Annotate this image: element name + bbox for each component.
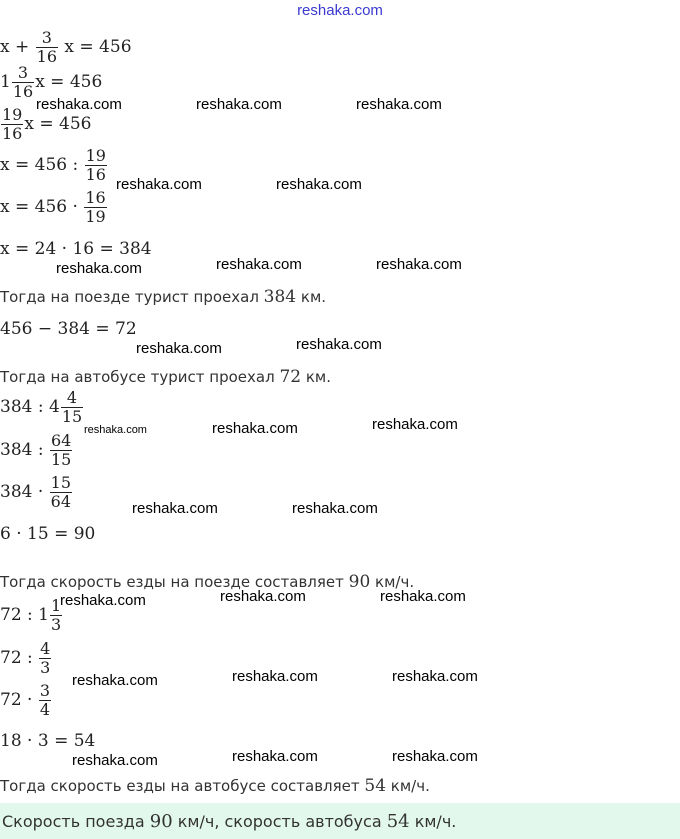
equation-part: x = 456 — [64, 37, 132, 57]
watermark: reshaka.com — [376, 256, 462, 273]
denominator: 16 — [2, 124, 23, 143]
equation-part: 384 : — [0, 440, 44, 460]
text-part: Тогда скорость езды на автобусе составляет — [0, 777, 365, 795]
numerator: 64 — [51, 431, 72, 450]
numerator: 1 — [50, 596, 62, 615]
text-part: км/ч, скорость автобуса — [172, 811, 387, 831]
equation-part: x = 456 · — [0, 197, 78, 217]
equation-part: x = 456 — [35, 72, 103, 92]
watermark: reshaka.com — [232, 668, 318, 685]
equation-line-9 — [0, 433, 73, 468]
fraction — [39, 683, 51, 718]
watermark: reshaka.com — [220, 588, 306, 605]
value: 384 — [263, 287, 297, 307]
explanation-train-distance — [0, 287, 326, 307]
equation-part: x = 24 · 16 = 384 — [0, 239, 152, 259]
watermark: reshaka.com — [392, 668, 478, 685]
watermark: reshaka.com — [132, 500, 218, 517]
text-part: км. — [296, 288, 327, 306]
watermark: reshaka.com — [392, 748, 478, 765]
equation-line-12 — [0, 598, 63, 633]
watermark: reshaka.com — [292, 500, 378, 517]
watermark: reshaka.com — [116, 176, 202, 193]
fraction — [36, 30, 58, 65]
equation-line-14 — [0, 683, 52, 718]
whole-part: 1 — [0, 72, 11, 92]
denominator: 4 — [39, 700, 51, 719]
numerator: 15 — [50, 473, 72, 492]
denominator: 16 — [85, 165, 106, 184]
equation-line-10 — [0, 475, 73, 510]
watermark: reshaka.com — [216, 256, 302, 273]
value: 54 — [364, 776, 387, 796]
numerator: 16 — [85, 188, 106, 207]
watermark: reshaka.com — [212, 420, 298, 437]
watermark: reshaka.com — [196, 96, 282, 113]
numerator: 4 — [61, 390, 83, 408]
value: 72 — [279, 367, 302, 387]
equation-line-11 — [0, 526, 95, 543]
watermark: reshaka.com — [136, 340, 222, 357]
explanation-bus-distance — [0, 367, 331, 387]
explanation-bus-speed — [0, 776, 430, 796]
equation-part: 456 − 384 = 72 — [0, 319, 137, 339]
equation-line-7 — [0, 321, 137, 338]
watermark: reshaka.com — [380, 588, 466, 605]
site-link[interactable]: reshaka.com — [297, 2, 383, 19]
numerator: 4 — [40, 639, 51, 658]
fraction — [1, 107, 23, 142]
watermark: reshaka.com — [60, 592, 146, 609]
text-part: Тогда на автобусе турист проехал — [0, 368, 280, 386]
denominator: 15 — [61, 407, 83, 426]
watermark: reshaka.com — [372, 416, 458, 433]
fraction — [12, 65, 34, 100]
explanation-train-speed — [0, 572, 414, 592]
numerator: 19 — [2, 105, 23, 124]
watermark: reshaka.com — [356, 96, 442, 113]
fraction — [39, 641, 51, 676]
numerator: 3 — [39, 681, 51, 700]
watermark: reshaka.com — [36, 96, 122, 113]
equation-part: 384 : 4 — [0, 397, 60, 417]
watermark: reshaka.com — [296, 336, 382, 353]
equation-line-6 — [0, 241, 152, 258]
denominator: 19 — [85, 207, 106, 226]
text-part: Скорость поезда — [2, 811, 150, 831]
answer-box — [0, 803, 680, 839]
fraction — [50, 475, 72, 510]
numerator: 3 — [12, 65, 34, 83]
equation-line-5 — [0, 190, 108, 225]
equation-line-2 — [0, 65, 102, 100]
text-part: Тогда скорость езды на поезде составляет — [0, 573, 349, 591]
text-part: км/ч. — [409, 811, 457, 831]
denominator: 64 — [50, 492, 72, 511]
fraction — [61, 390, 83, 425]
denominator: 16 — [36, 47, 58, 66]
equation-line-13 — [0, 641, 52, 676]
watermark: reshaka.com — [56, 260, 142, 277]
denominator: 16 — [12, 82, 34, 101]
value: 54 — [386, 810, 410, 832]
value: 90 — [348, 572, 371, 592]
equation-part: 18 · 3 = 54 — [0, 731, 96, 751]
equation-line-1 — [0, 30, 132, 65]
equation-line-4 — [0, 148, 108, 183]
numerator: 3 — [36, 30, 58, 48]
denominator: 3 — [40, 658, 51, 677]
watermark: reshaka.com — [84, 424, 147, 436]
equation-part: 384 · — [0, 482, 44, 502]
text-part: км. — [301, 368, 331, 386]
fraction — [85, 148, 107, 183]
equation-part: 72 : 1 — [0, 605, 49, 625]
watermark: reshaka.com — [276, 176, 362, 193]
watermark: reshaka.com — [72, 672, 158, 689]
numerator: 19 — [85, 146, 106, 165]
denominator: 3 — [50, 615, 62, 634]
equation-part: 6 · 15 = 90 — [0, 524, 96, 544]
equation-part: 72 : — [0, 648, 33, 668]
equation-part: 72 · — [0, 690, 33, 710]
watermark: reshaka.com — [72, 752, 158, 769]
text-part: Тогда на поезде турист проехал — [0, 288, 264, 306]
equation-part: x + — [0, 37, 30, 57]
equation-part: x = 456 : — [0, 155, 79, 175]
equation-part: x = 456 — [24, 114, 92, 134]
watermark: reshaka.com — [232, 748, 318, 765]
text-part: км/ч. — [370, 573, 415, 591]
fraction — [50, 433, 72, 468]
value: 90 — [149, 810, 173, 832]
denominator: 15 — [51, 450, 72, 469]
answer-text — [0, 811, 456, 832]
fraction — [84, 190, 106, 225]
equation-line-15 — [0, 733, 95, 750]
text-part: км/ч. — [386, 777, 430, 795]
equation-line-8 — [0, 390, 84, 425]
